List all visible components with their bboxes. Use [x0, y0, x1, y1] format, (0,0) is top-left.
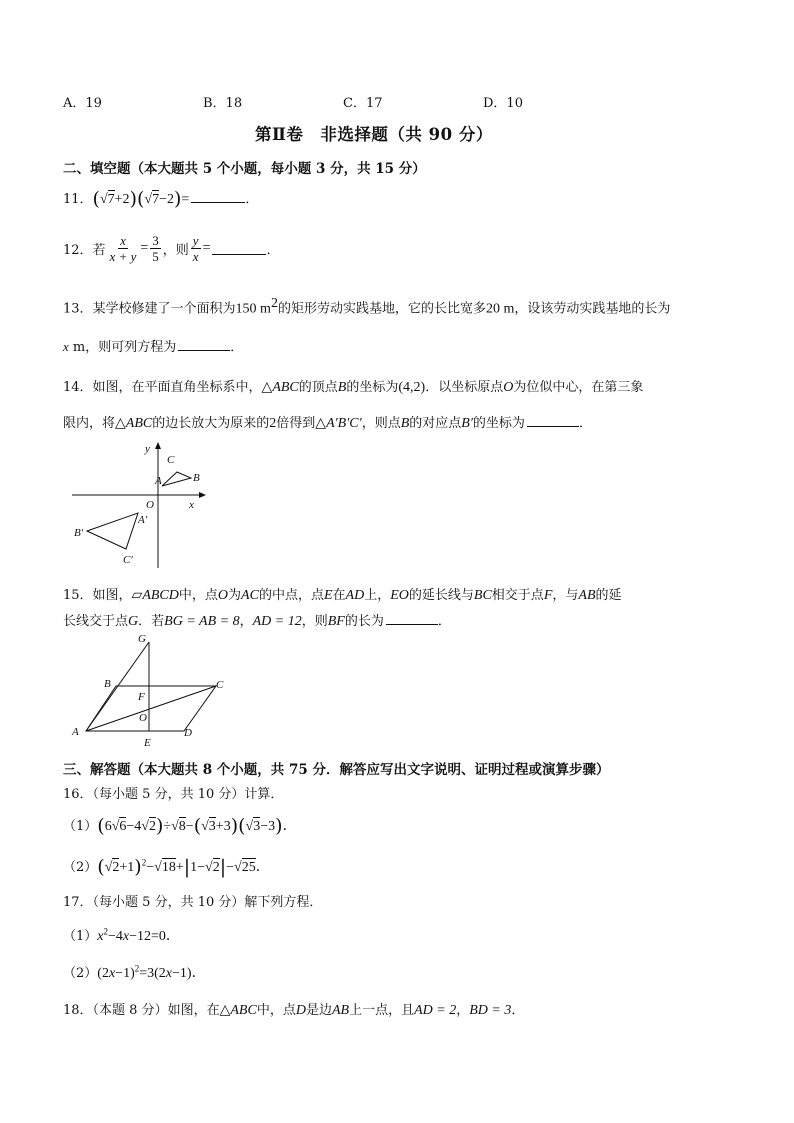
- q14-text-h: 倍得到: [276, 416, 316, 431]
- q17-part2-label: （2）: [63, 966, 98, 981]
- q14-factor: 2: [269, 416, 277, 431]
- q14-answer-blank[interactable]: [527, 414, 579, 427]
- fig15-label-o: O: [139, 712, 147, 724]
- q12-fraction-3-5: $\frac{3}{5}$: [152, 233, 159, 264]
- q14-text-c: 的坐标为: [346, 380, 399, 395]
- q13-text-d: m，则可列方程为: [68, 340, 177, 355]
- q15-text-j: 的延: [595, 588, 622, 603]
- q15-text-i: ，与: [552, 588, 579, 603]
- fig15-label-d: D: [184, 727, 192, 739]
- q14-text-j: 的对应点: [409, 416, 462, 431]
- solve-section-heading: 三、解答题（本大题共 8 个小题，共 75 分．解答应写出文字说明、证明过程或演算步骤）: [63, 762, 610, 778]
- q11-number: 11．: [63, 192, 93, 207]
- figure-15: [66, 630, 236, 752]
- q13-text-a: 13．某学校修建了一个面积为: [63, 301, 236, 317]
- q18-text-c: 是边: [305, 1003, 332, 1018]
- q15-text-g: 的延长线与: [408, 588, 474, 603]
- q16-part2-label: （2）: [63, 860, 98, 875]
- q18-eq2: BD = 3: [469, 1003, 512, 1018]
- q14-text-g: 的边长放大为原来的: [152, 416, 270, 431]
- q14-coord: (4,2): [398, 380, 426, 395]
- q13-tail: ．: [230, 340, 244, 355]
- question-17-intro: 17．（每小题 5 分，共 10 分）解下列方程．: [63, 895, 323, 910]
- question-13-line1: 13．某学校修建了一个面积为150 $m^2$的矩形劳动实践基地，它的长比宽多20 m，设该劳动实践基地的长为: [63, 296, 671, 317]
- question-16-intro: 16．（每小题 5 分，共 10 分）计算．: [63, 787, 284, 802]
- q11-answer-blank[interactable]: [191, 190, 245, 203]
- fig14-label-b2: B′: [74, 527, 84, 539]
- fig14-label-o: O: [146, 499, 154, 511]
- fig15-label-a: A: [72, 726, 79, 738]
- q13-text-b: 的矩形劳动实践基地，它的长比宽多: [277, 301, 486, 317]
- fig15-label-b: B: [104, 678, 111, 690]
- q15-text-d: 的中点，点: [258, 588, 324, 603]
- q12-fraction-y: $\frac{y}{x}$: [192, 233, 199, 264]
- q15-tail: ．: [437, 614, 451, 629]
- q13-area: 150 m: [235, 301, 271, 317]
- q12-mid: ，则: [162, 243, 189, 258]
- q15-text-m: ，则: [301, 614, 328, 629]
- q15-eq1: BG = AB = 8: [164, 614, 240, 629]
- q14-text-k: 的坐标为: [472, 416, 525, 431]
- q14-text-e: 为位似中心，在第三象: [513, 380, 644, 395]
- fig15-line-ac: [86, 686, 216, 731]
- q12-tail: ．: [266, 243, 280, 258]
- fig14-triangle-abc: [162, 472, 191, 486]
- q18-text-b: 中，点: [256, 1003, 296, 1018]
- question-17-part2: [63, 962, 206, 982]
- q15-text-h: 相交于点: [491, 588, 544, 603]
- q12-fraction-x: $\frac{x}{x + y}$: [109, 233, 137, 264]
- fig15-label-f: F: [138, 691, 145, 703]
- question-16-part1: [63, 815, 297, 837]
- q18-eq1: AD = 2: [414, 1003, 457, 1018]
- question-14-line2: 限内，将△ABC的边长放大为原来的2倍得到△A′B′C′，则点B的对应点B′的坐标为 ．: [63, 416, 592, 431]
- q14-text-d: ．以坐标原点: [425, 380, 504, 395]
- fig14-x-arrow: [199, 492, 206, 498]
- q14-tail: ．: [578, 416, 592, 431]
- option-d: D．10: [483, 96, 523, 111]
- q15-text-c: 为: [228, 588, 242, 603]
- q13-diff: 20 m: [485, 301, 515, 317]
- fig14-label-x: x: [189, 499, 194, 511]
- q15-answer-blank[interactable]: [386, 612, 438, 625]
- q17-part1-label: （1）: [63, 929, 98, 944]
- fig14-label-c2: C′: [123, 554, 133, 566]
- question-16-part2: [63, 856, 270, 878]
- question-12: 12．若 $\frac{x}{x + y}$ = $\frac{3}{5}$ ，则 $\frac{y}{x}$ = ．: [63, 233, 280, 264]
- question-14-line1: 14．如图，在平面直角坐标系中，△ABC的顶点B的坐标为(4,2)．以坐标原点O为位似中心，在第三象: [63, 380, 644, 395]
- q15-eq2: AD = 12: [252, 614, 302, 629]
- q14-text-f: 限内，将: [63, 416, 116, 431]
- q14-text-i: ，则点: [361, 416, 401, 431]
- q14-text-a: 14．如图，在平面直角坐标系中，: [63, 380, 262, 395]
- fig14-y-arrow: [155, 442, 161, 449]
- q16-part1-expression: (6√6−4√2)÷√8−(√3+3)(√3−3)．: [97, 815, 297, 837]
- q12-answer-blank[interactable]: [212, 242, 266, 255]
- q16-part1-label: （1）: [63, 819, 98, 834]
- fig14-label-b: B: [193, 472, 200, 484]
- fig15-label-e: E: [144, 737, 151, 749]
- q15-text-b: 中，点: [178, 588, 218, 603]
- fig14-label-a: A: [155, 475, 162, 487]
- fig14-triangle-a2b2c2: [87, 513, 138, 549]
- q13-text-c: ，设该劳动实践基地的长为: [514, 301, 671, 317]
- question-15-line1: 15．如图，▱ABCD中，点O为AC的中点，点E在AD上，EO的延长线与BC相交于点F，与AB的延: [63, 588, 622, 603]
- option-b: B．18: [203, 96, 243, 111]
- fig15-label-g: G: [138, 633, 146, 645]
- q15-text-a: 15．如图，: [63, 588, 132, 603]
- q17-part1-equation: $x^2-4x-12=0$．: [97, 926, 180, 944]
- fig14-label-c: C: [167, 454, 175, 466]
- question-11: [63, 188, 258, 210]
- question-17-part1: [63, 925, 180, 945]
- q14-text-b: 的顶点: [298, 380, 338, 395]
- part2-title: 第Ⅱ卷 非选择题（共 90 分）: [255, 125, 493, 144]
- q15-text-n: 的长为: [344, 614, 384, 629]
- fig15-label-c: C: [216, 679, 224, 691]
- q16-part2-expression: $(√2+1)^2-√18+|1-√2|-√25$．: [97, 856, 270, 878]
- fig14-label-y: y: [145, 443, 150, 455]
- q18-tail: ．: [511, 1003, 525, 1018]
- q13-answer-blank[interactable]: [178, 338, 230, 351]
- q15-text-e: 在: [332, 588, 346, 603]
- figure-14: [70, 440, 210, 572]
- q18-text-a: 18．（本题 8 分）如图，在: [63, 1003, 220, 1018]
- q13-var: x: [63, 339, 69, 354]
- question-15-line2: 长线交于点G．若BG = AB = 8，AD = 12，则BF的长为 ．: [63, 614, 451, 629]
- fig14-label-a2: A′: [138, 514, 148, 526]
- q11-expression: (√7+2)(√7−2)=: [92, 188, 190, 210]
- q18-text-d: 上一点，且: [349, 1003, 415, 1018]
- q15-text-k: 长线交于点: [63, 614, 129, 629]
- q17-part2-equation: $(2x-1)^2=3(2x-1)$．: [97, 963, 206, 981]
- question-18: 18．（本题 8 分）如图，在△ABC中，点D是边AB上一点，且AD = 2，BD = 3．: [63, 1003, 525, 1018]
- option-c: C．17: [343, 96, 383, 111]
- question-13-line2: [63, 336, 243, 355]
- q15-text-f: 上，: [364, 588, 391, 603]
- option-a: A．19: [63, 96, 102, 111]
- fill-section-heading: 二、填空题（本大题共 5 个小题，每小题 3 分，共 15 分）: [63, 161, 426, 177]
- q15-text-l: ．若: [138, 614, 165, 629]
- q11-tail: ．: [245, 192, 259, 207]
- q12-number: 12．若: [63, 243, 106, 258]
